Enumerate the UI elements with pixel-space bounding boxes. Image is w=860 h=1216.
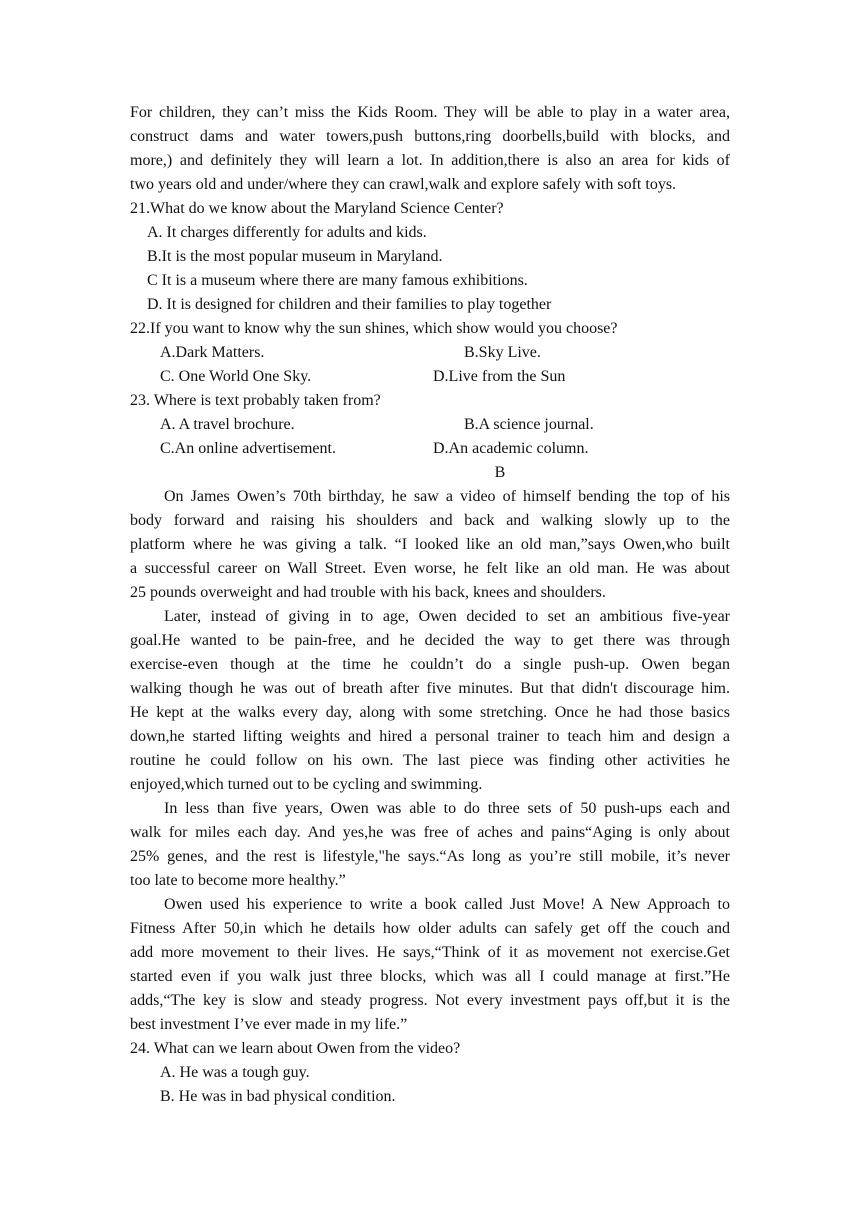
question-23-option-d: D.An academic column. bbox=[433, 440, 589, 457]
passage-line: 25% genes, and the rest is lifestyle,"he says.“As long as you’re still mobile, it’s never bbox=[130, 848, 730, 865]
question-21-stem: 21.What do we know about the Maryland Science Center? bbox=[130, 200, 504, 217]
passage-line: Later, instead of giving in to age, Owen decided to set an ambitious five-year bbox=[164, 608, 730, 625]
passage-line: down,he started lifting weights and hired a personal trainer to teach him and design a bbox=[130, 728, 730, 745]
question-21-option-c: C It is a museum where there are many famous exhibitions. bbox=[147, 272, 528, 289]
question-22-option-c: C. One World One Sky. bbox=[160, 368, 312, 385]
intro-line: For children, they can’t miss the Kids Room. They will be able to play in a water area, bbox=[130, 104, 730, 121]
question-24-stem: 24. What can we learn about Owen from the video? bbox=[130, 1040, 461, 1057]
question-23-option-a: A. A travel brochure. bbox=[160, 416, 295, 433]
passage-line: too late to become more healthy.” bbox=[130, 872, 346, 889]
passage-line: Fitness After 50,in which he details how older adults can safely get off the couch and bbox=[130, 920, 730, 937]
intro-line: two years old and under/where they can crawl,walk and explore safely with soft toys. bbox=[130, 176, 677, 193]
section-b-heading: B bbox=[494, 464, 506, 481]
passage-line: walk for miles each day. And yes,he was free of aches and pains“Aging is only about bbox=[130, 824, 730, 841]
question-22-option-b: B.Sky Live. bbox=[464, 344, 541, 361]
question-22-option-d: D.Live from the Sun bbox=[433, 368, 566, 385]
question-23-option-b: B.A science journal. bbox=[464, 416, 594, 433]
passage-line: platform where he was giving a talk. “I looked like an old man,”says Owen,who built bbox=[130, 536, 730, 553]
passage-line: goal.He wanted to be pain-free, and he decided the way to get there was through bbox=[130, 632, 730, 649]
question-22-option-a: A.Dark Matters. bbox=[160, 344, 265, 361]
passage-line: started even if you walk just three blocks, which was all I could manage at first.”He bbox=[130, 968, 730, 985]
passage-line: walking though he was out of breath after five minutes. But that didn't discourage him. bbox=[130, 680, 730, 697]
passage-line: exercise-even though at the time he couldn’t do a single push-up. Owen began bbox=[130, 656, 730, 673]
question-22-stem: 22.If you want to know why the sun shines, which show would you choose? bbox=[130, 320, 618, 337]
passage-line: routine he could follow on his own. The last piece was finding other activities he bbox=[130, 752, 730, 769]
passage-line: He kept at the walks every day, along with some stretching. Once he had those basics bbox=[130, 704, 730, 721]
intro-line: construct dams and water towers,push buttons,ring doorbells,build with blocks, and bbox=[130, 128, 730, 145]
passage-line: adds,“The key is slow and steady progress. Not every investment pays off,but it is the bbox=[130, 992, 730, 1009]
passage-line: body forward and raising his shoulders and back and walking slowly up to the bbox=[130, 512, 730, 529]
question-23-option-c: C.An online advertisement. bbox=[160, 440, 336, 457]
passage-line: enjoyed,which turned out to be cycling and swimming. bbox=[130, 776, 483, 793]
passage-line: add more movement to their lives. He says,“Think of it as movement not exercise.Get bbox=[130, 944, 730, 961]
passage-line: On James Owen’s 70th birthday, he saw a video of himself bending the top of his bbox=[164, 488, 730, 505]
passage-line: 25 pounds overweight and had trouble with his back, knees and shoulders. bbox=[130, 584, 606, 601]
question-23-stem: 23. Where is text probably taken from? bbox=[130, 392, 381, 409]
passage-line: best investment I’ve ever made in my life.” bbox=[130, 1016, 408, 1033]
passage-line: a successful career on Wall Street. Even worse, he felt like an old man. He was about bbox=[130, 560, 730, 577]
question-21-option-d: D. It is designed for children and their families to play together bbox=[147, 296, 552, 313]
question-24-option-a: A. He was a tough guy. bbox=[160, 1064, 310, 1081]
question-24-option-b: B. He was in bad physical condition. bbox=[160, 1088, 396, 1105]
passage-line: Owen used his experience to write a book called Just Move! A New Approach to bbox=[164, 896, 730, 913]
question-21-option-b: B.It is the most popular museum in Maryland. bbox=[147, 248, 443, 265]
question-21-option-a: A. It charges differently for adults and kids. bbox=[147, 224, 427, 241]
passage-line: In less than five years, Owen was able to do three sets of 50 push-ups each and bbox=[164, 800, 730, 817]
intro-line: more,) and definitely they will learn a lot. In addition,there is also an area for kids of bbox=[130, 152, 730, 169]
